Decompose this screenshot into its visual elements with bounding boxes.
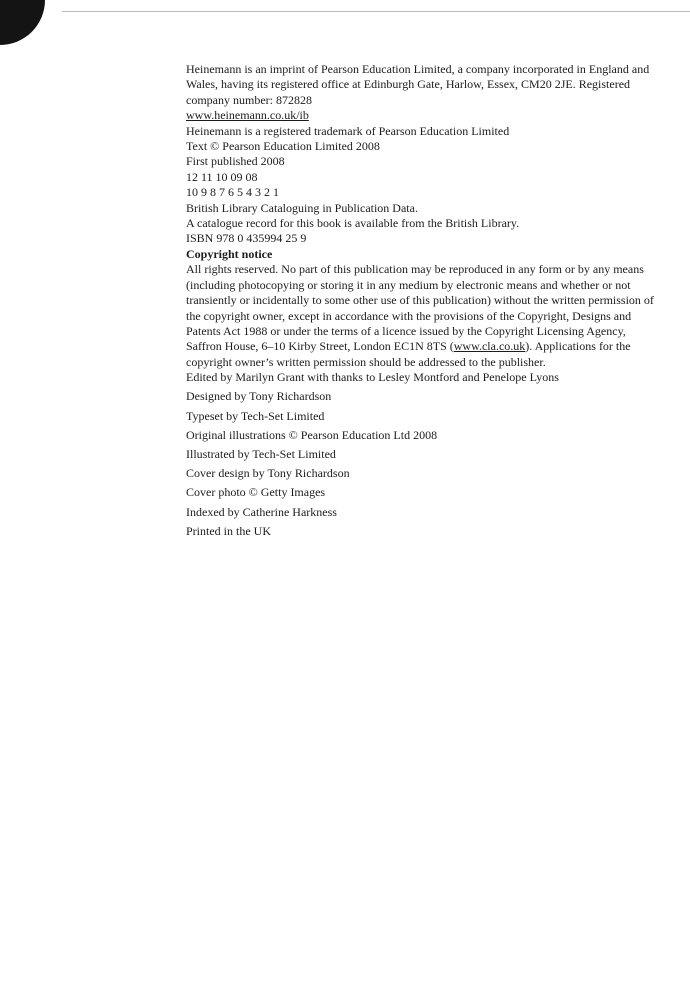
website-link[interactable]: www.heinemann.co.uk/ib: [186, 108, 309, 123]
copyright-page-content: [186, 62, 656, 543]
credit-indexer: Indexed by Catherine Harkness: [186, 504, 337, 519]
text-copyright: Text © Pearson Education Limited 2008: [186, 139, 380, 154]
print-years: 12 11 10 09 08: [186, 169, 258, 184]
copyright-notice-text-end: ). Applications for the copyright owner’s written permission should be addressed to the publisher.: [186, 339, 631, 369]
credit-illustrator: Illustrated by Tech-Set Limited: [186, 446, 336, 461]
copyright-notice-heading: Copyright notice: [186, 246, 273, 261]
imprint-statement: Heinemann is an imprint of Pearson Education Limited, a company incorporated in England and Wales, having its registered office at Edinburgh Gate, Harlow, Essex, CM20 2JE. Registered company number: 872828: [186, 62, 650, 107]
corner-printer-mark: [0, 0, 45, 45]
copyright-notice-text: All rights reserved. No part of this publication may be reproduced in any form or by any means (including photocopying or storing it in any medium by electronic means and whether or not transiently or incidentally to some other use of this publication) without the written permission of the copyright owner, except in accordance with the provisions of the Copyright, Designs and Patents Act 1988 or under the terms of a licence issued by the Copyright Licensing Agency, Saffron House, 6–10 Kirby Street, London EC1N 8TS (: [186, 262, 654, 354]
credit-designer: Designed by Tony Richardson: [186, 389, 332, 404]
credits-list: [186, 370, 656, 539]
catalogue-record: A catalogue record for this book is available from the British Library.: [186, 216, 520, 231]
print-numbers: 10 9 8 7 6 5 4 3 2 1: [186, 185, 279, 200]
credit-original-illustrations: Original illustrations © Pearson Education Ltd 2008: [186, 427, 438, 442]
credit-cover-photo: Cover photo © Getty Images: [186, 485, 326, 500]
credit-typesetter: Typeset by Tech-Set Limited: [186, 408, 325, 423]
credit-printed: Printed in the UK: [186, 523, 271, 538]
copyright-notice-body: [186, 262, 656, 370]
trademark-statement: Heinemann is a registered trademark of Pearson Education Limited: [186, 123, 510, 138]
top-rule: [62, 11, 690, 12]
credit-cover-design: Cover design by Tony Richardson: [186, 466, 350, 481]
credit-editor: Edited by Marilyn Grant with thanks to Lesley Montford and Penelope Lyons: [186, 370, 559, 385]
cla-link[interactable]: www.cla.co.uk: [453, 339, 526, 354]
first-published: First published 2008: [186, 154, 285, 169]
cip-heading: British Library Cataloguing in Publication Data.: [186, 200, 418, 215]
isbn: ISBN 978 0 435994 25 9: [186, 231, 307, 246]
